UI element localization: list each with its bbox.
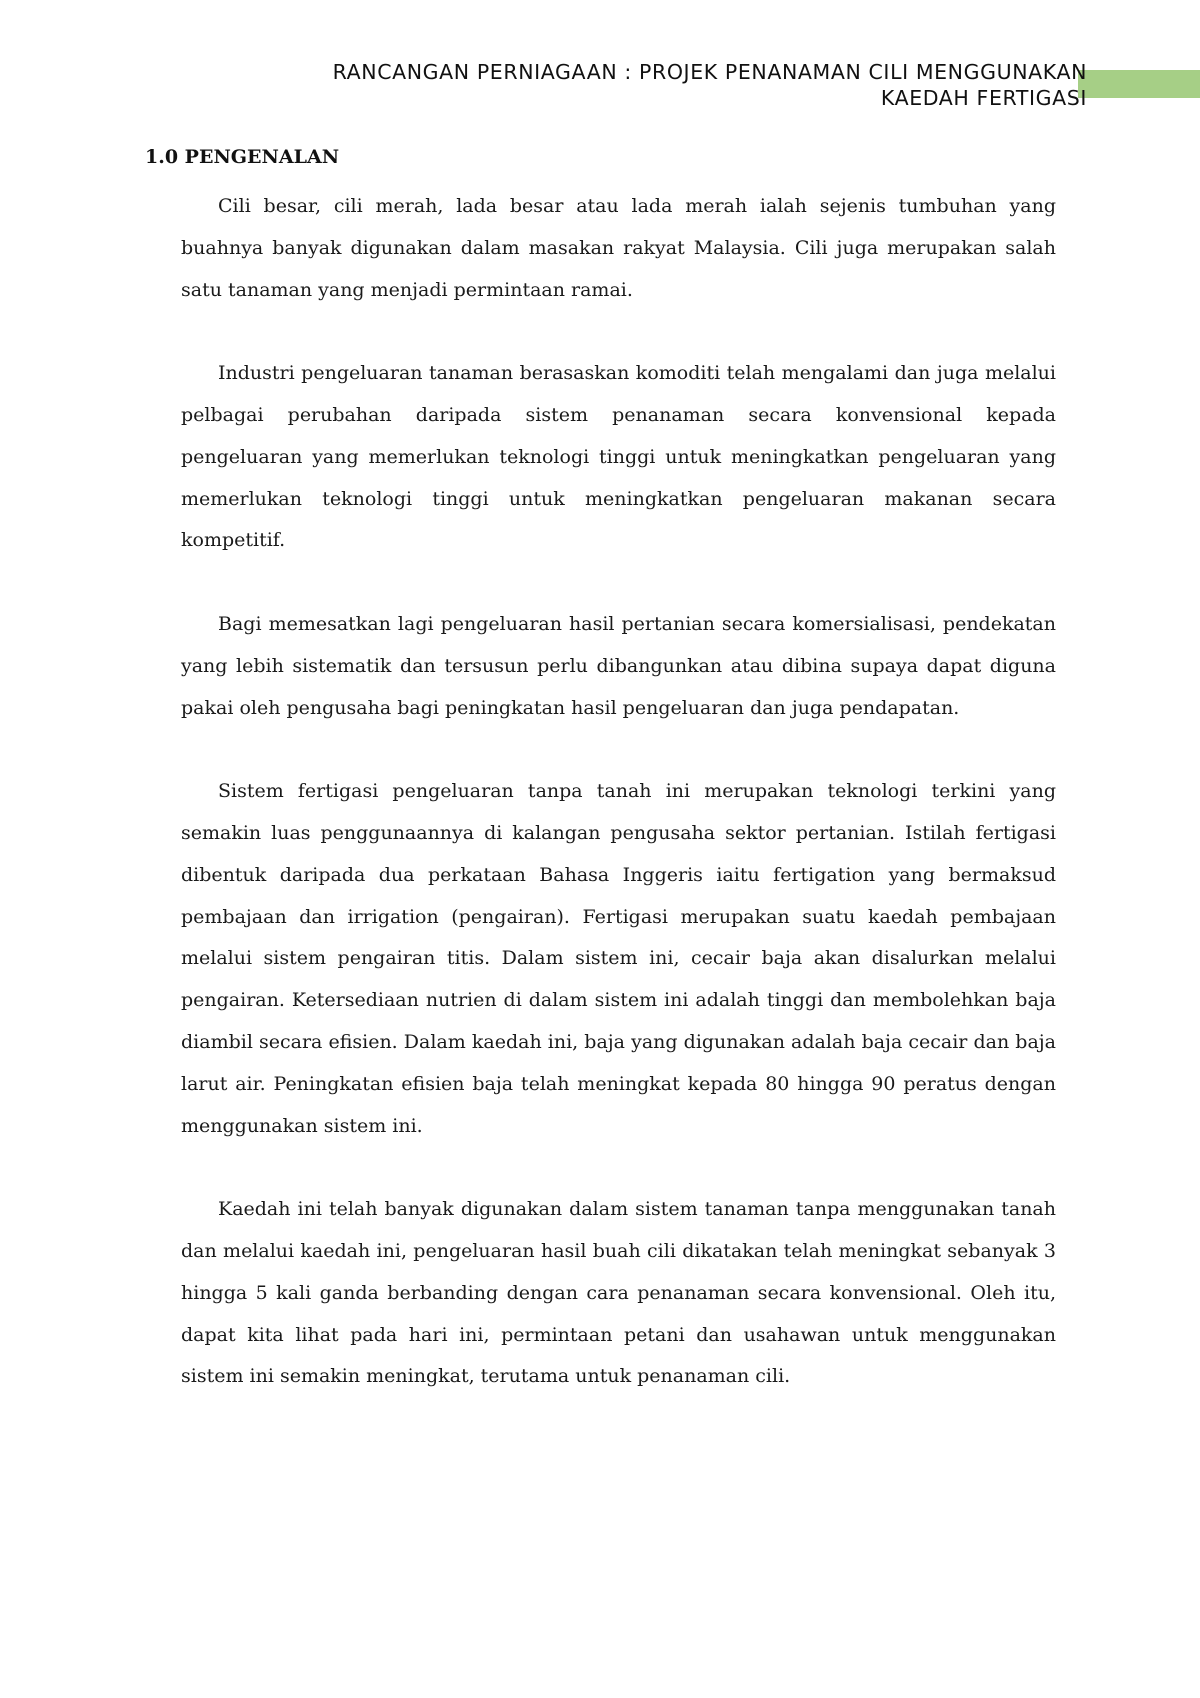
paragraph: Kaedah ini telah banyak digunakan dalam sistem tanaman tanpa menggunakan tanah dan melalui kaedah ini, pengeluaran hasil buah cili dikatakan telah meningkat sebanyak 3 hingga 5 kali ganda berbanding dengan cara penanaman secara konvensional. Oleh itu, dapat kita lihat pada hari ini, permintaan petani dan usahawan untuk menggunakan sistem ini semakin meningkat, terutama untuk penanaman cili. [181,1198,1056,1388]
running-header [187,59,1087,111]
section-body [181,186,1056,1440]
paragraph: Cili besar, cili merah, lada besar atau lada merah ialah sejenis tumbuhan yang buahnya banyak digunakan dalam masakan rakyat Malaysia. Cili juga merupakan salah satu tanaman yang menjadi permintaan ramai. [181,195,1056,301]
header-title-line-1: RANCANGAN PERNIAGAAN : PROJEK PENANAMAN CILI MENGGUNAKAN [332,60,1087,84]
paragraph: Industri pengeluaran tanaman berasaskan komoditi telah mengalami dan juga melalui pelbagai perubahan daripada sistem penanaman secara konvensional kepada pengeluaran yang memerlukan teknologi tinggi untuk meningkatkan pengeluaran yang memerlukan teknologi tinggi untuk meningkatkan pengeluaran makanan secara kompetitif. [181,362,1056,552]
paragraph: Bagi memesatkan lagi pengeluaran hasil pertanian secara komersialisasi, pendekatan yang lebih sistematik dan tersusun perlu dibangunkan atau dibina supaya dapat diguna pakai oleh pengusaha bagi peningkatan hasil pengeluaran dan juga pendapatan. [181,612,1056,719]
section-heading: 1.0 PENGENALAN [145,146,340,168]
header-accent-bar [1078,70,1200,98]
header-title-line-2: KAEDAH FERTIGASI [880,86,1087,110]
paragraph: Sistem fertigasi pengeluaran tanpa tanah ini merupakan teknologi terkini yang semakin luas penggunaannya di kalangan pengusaha sektor pertanian. Istilah fertigasi dibentuk daripada dua perkataan Bahasa Inggeris iaitu fertigation yang bermaksud pembajaan dan irrigation (pengairan). Fertigasi merupakan suatu kaedah pembajaan melalui sistem pengairan titis. Dalam sistem ini, cecair baja akan disalurkan melalui pengairan. Ketersediaan nutrien di dalam sistem ini adalah tinggi dan membolehkan baja diambil secara efisien. Dalam kaedah ini, baja yang digunakan adalah baja cecair dan baja larut air. Peningkatan efisien baja telah meningkat kepada 80 hingga 90 peratus dengan menggunakan sistem ini. [181,780,1056,1137]
